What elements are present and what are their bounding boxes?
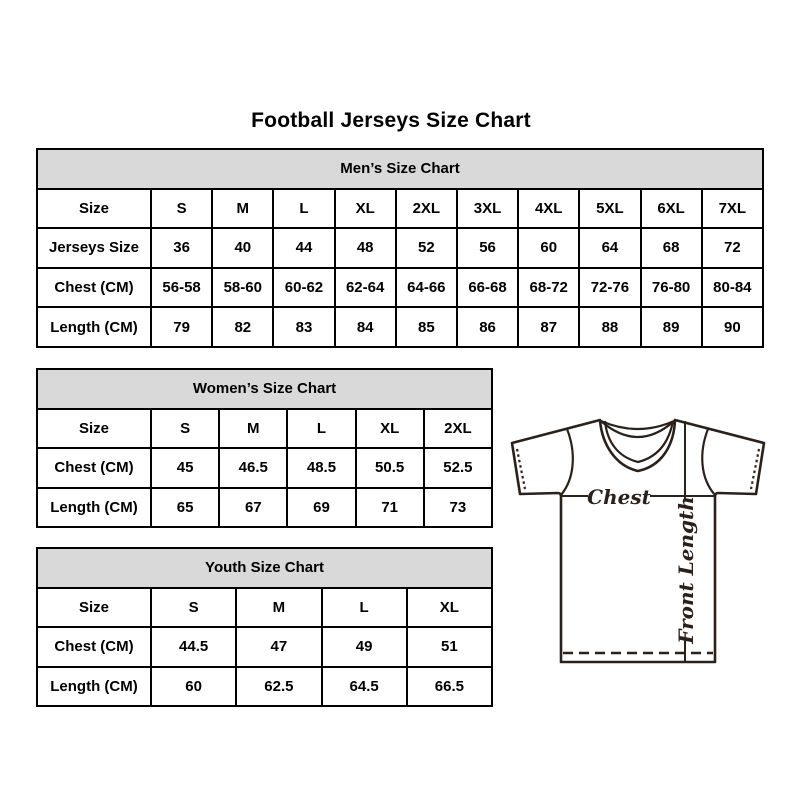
table-title-row bbox=[37, 369, 492, 409]
value-cell: 90 bbox=[702, 307, 763, 347]
column-header-cell: 7XL bbox=[702, 189, 763, 229]
front-length-label: Front Length bbox=[674, 496, 698, 644]
value-cell: 85 bbox=[396, 307, 457, 347]
value-cell: 49 bbox=[322, 627, 407, 667]
column-header-cell: L bbox=[287, 409, 355, 449]
value-cell: 66.5 bbox=[407, 667, 492, 707]
mens-size-chart bbox=[36, 148, 764, 348]
value-cell: 64-66 bbox=[396, 268, 457, 308]
column-header-cell: 5XL bbox=[579, 189, 640, 229]
value-cell: 60 bbox=[518, 228, 579, 268]
header-label-cell: Size bbox=[37, 409, 151, 449]
page-title: Football Jerseys Size Chart bbox=[251, 109, 531, 133]
value-cell: 46.5 bbox=[219, 448, 287, 488]
value-cell: 58-60 bbox=[212, 268, 273, 308]
table-row bbox=[37, 488, 492, 528]
value-cell: 48 bbox=[335, 228, 396, 268]
value-cell: 64.5 bbox=[322, 667, 407, 707]
value-cell: 45 bbox=[151, 448, 219, 488]
value-cell: 60-62 bbox=[273, 268, 334, 308]
column-header-cell: S bbox=[151, 409, 219, 449]
table-row bbox=[37, 307, 763, 347]
jersey-diagram bbox=[504, 400, 770, 670]
value-cell: 72-76 bbox=[579, 268, 640, 308]
row-label-cell: Length (CM) bbox=[37, 667, 151, 707]
value-cell: 56-58 bbox=[151, 268, 212, 308]
column-header-row bbox=[37, 588, 492, 628]
column-header-cell: 2XL bbox=[396, 189, 457, 229]
row-label-cell: Chest (CM) bbox=[37, 627, 151, 667]
youth-size-chart bbox=[36, 547, 493, 707]
column-header-cell: 3XL bbox=[457, 189, 518, 229]
value-cell: 67 bbox=[219, 488, 287, 528]
size-table bbox=[36, 148, 764, 348]
value-cell: 47 bbox=[236, 627, 321, 667]
row-label-cell: Length (CM) bbox=[37, 488, 151, 528]
chest-label: Chest bbox=[587, 485, 651, 509]
value-cell: 62.5 bbox=[236, 667, 321, 707]
table-row bbox=[37, 268, 763, 308]
armhole-seam-right bbox=[702, 429, 715, 495]
value-cell: 44 bbox=[273, 228, 334, 268]
collar-arc-1 bbox=[601, 421, 674, 429]
value-cell: 79 bbox=[151, 307, 212, 347]
table-row bbox=[37, 627, 492, 667]
column-header-cell: M bbox=[212, 189, 273, 229]
row-label-cell: Chest (CM) bbox=[37, 448, 151, 488]
value-cell: 48.5 bbox=[287, 448, 355, 488]
value-cell: 66-68 bbox=[457, 268, 518, 308]
column-header-cell: L bbox=[322, 588, 407, 628]
value-cell: 36 bbox=[151, 228, 212, 268]
value-cell: 65 bbox=[151, 488, 219, 528]
column-header-row bbox=[37, 409, 492, 449]
value-cell: 76-80 bbox=[641, 268, 702, 308]
column-header-cell: M bbox=[236, 588, 321, 628]
value-cell: 89 bbox=[641, 307, 702, 347]
column-header-cell: XL bbox=[407, 588, 492, 628]
table-title-row bbox=[37, 548, 492, 588]
value-cell: 68-72 bbox=[518, 268, 579, 308]
column-header-cell: XL bbox=[356, 409, 424, 449]
column-header-cell: 4XL bbox=[518, 189, 579, 229]
table-row bbox=[37, 448, 492, 488]
value-cell: 64 bbox=[579, 228, 640, 268]
column-header-cell: S bbox=[151, 189, 212, 229]
value-cell: 50.5 bbox=[356, 448, 424, 488]
womens-size-chart bbox=[36, 368, 493, 528]
value-cell: 60 bbox=[151, 667, 236, 707]
value-cell: 40 bbox=[212, 228, 273, 268]
table-title: Women’s Size Chart bbox=[37, 369, 492, 409]
value-cell: 72 bbox=[702, 228, 763, 268]
table-row bbox=[37, 228, 763, 268]
row-label-cell: Length (CM) bbox=[37, 307, 151, 347]
value-cell: 73 bbox=[424, 488, 492, 528]
table-title: Men’s Size Chart bbox=[37, 149, 763, 189]
table-title-row bbox=[37, 149, 763, 189]
value-cell: 44.5 bbox=[151, 627, 236, 667]
row-label-cell: Chest (CM) bbox=[37, 268, 151, 308]
value-cell: 88 bbox=[579, 307, 640, 347]
column-header-cell: 2XL bbox=[424, 409, 492, 449]
value-cell: 83 bbox=[273, 307, 334, 347]
column-header-row bbox=[37, 189, 763, 229]
value-cell: 82 bbox=[212, 307, 273, 347]
value-cell: 71 bbox=[356, 488, 424, 528]
jersey-svg bbox=[504, 400, 770, 670]
size-table bbox=[36, 547, 493, 707]
jersey-outline bbox=[512, 420, 764, 662]
column-header-cell: 6XL bbox=[641, 189, 702, 229]
column-header-cell: XL bbox=[335, 189, 396, 229]
value-cell: 62-64 bbox=[335, 268, 396, 308]
value-cell: 51 bbox=[407, 627, 492, 667]
table-row bbox=[37, 667, 492, 707]
value-cell: 80-84 bbox=[702, 268, 763, 308]
header-label-cell: Size bbox=[37, 588, 151, 628]
column-header-cell: S bbox=[151, 588, 236, 628]
value-cell: 56 bbox=[457, 228, 518, 268]
size-table bbox=[36, 368, 493, 528]
table-title: Youth Size Chart bbox=[37, 548, 492, 588]
value-cell: 52.5 bbox=[424, 448, 492, 488]
value-cell: 69 bbox=[287, 488, 355, 528]
value-cell: 86 bbox=[457, 307, 518, 347]
value-cell: 68 bbox=[641, 228, 702, 268]
header-label-cell: Size bbox=[37, 189, 151, 229]
column-header-cell: L bbox=[273, 189, 334, 229]
value-cell: 87 bbox=[518, 307, 579, 347]
armhole-seam-left bbox=[561, 429, 573, 495]
row-label-cell: Jerseys Size bbox=[37, 228, 151, 268]
column-header-cell: M bbox=[219, 409, 287, 449]
value-cell: 84 bbox=[335, 307, 396, 347]
value-cell: 52 bbox=[396, 228, 457, 268]
